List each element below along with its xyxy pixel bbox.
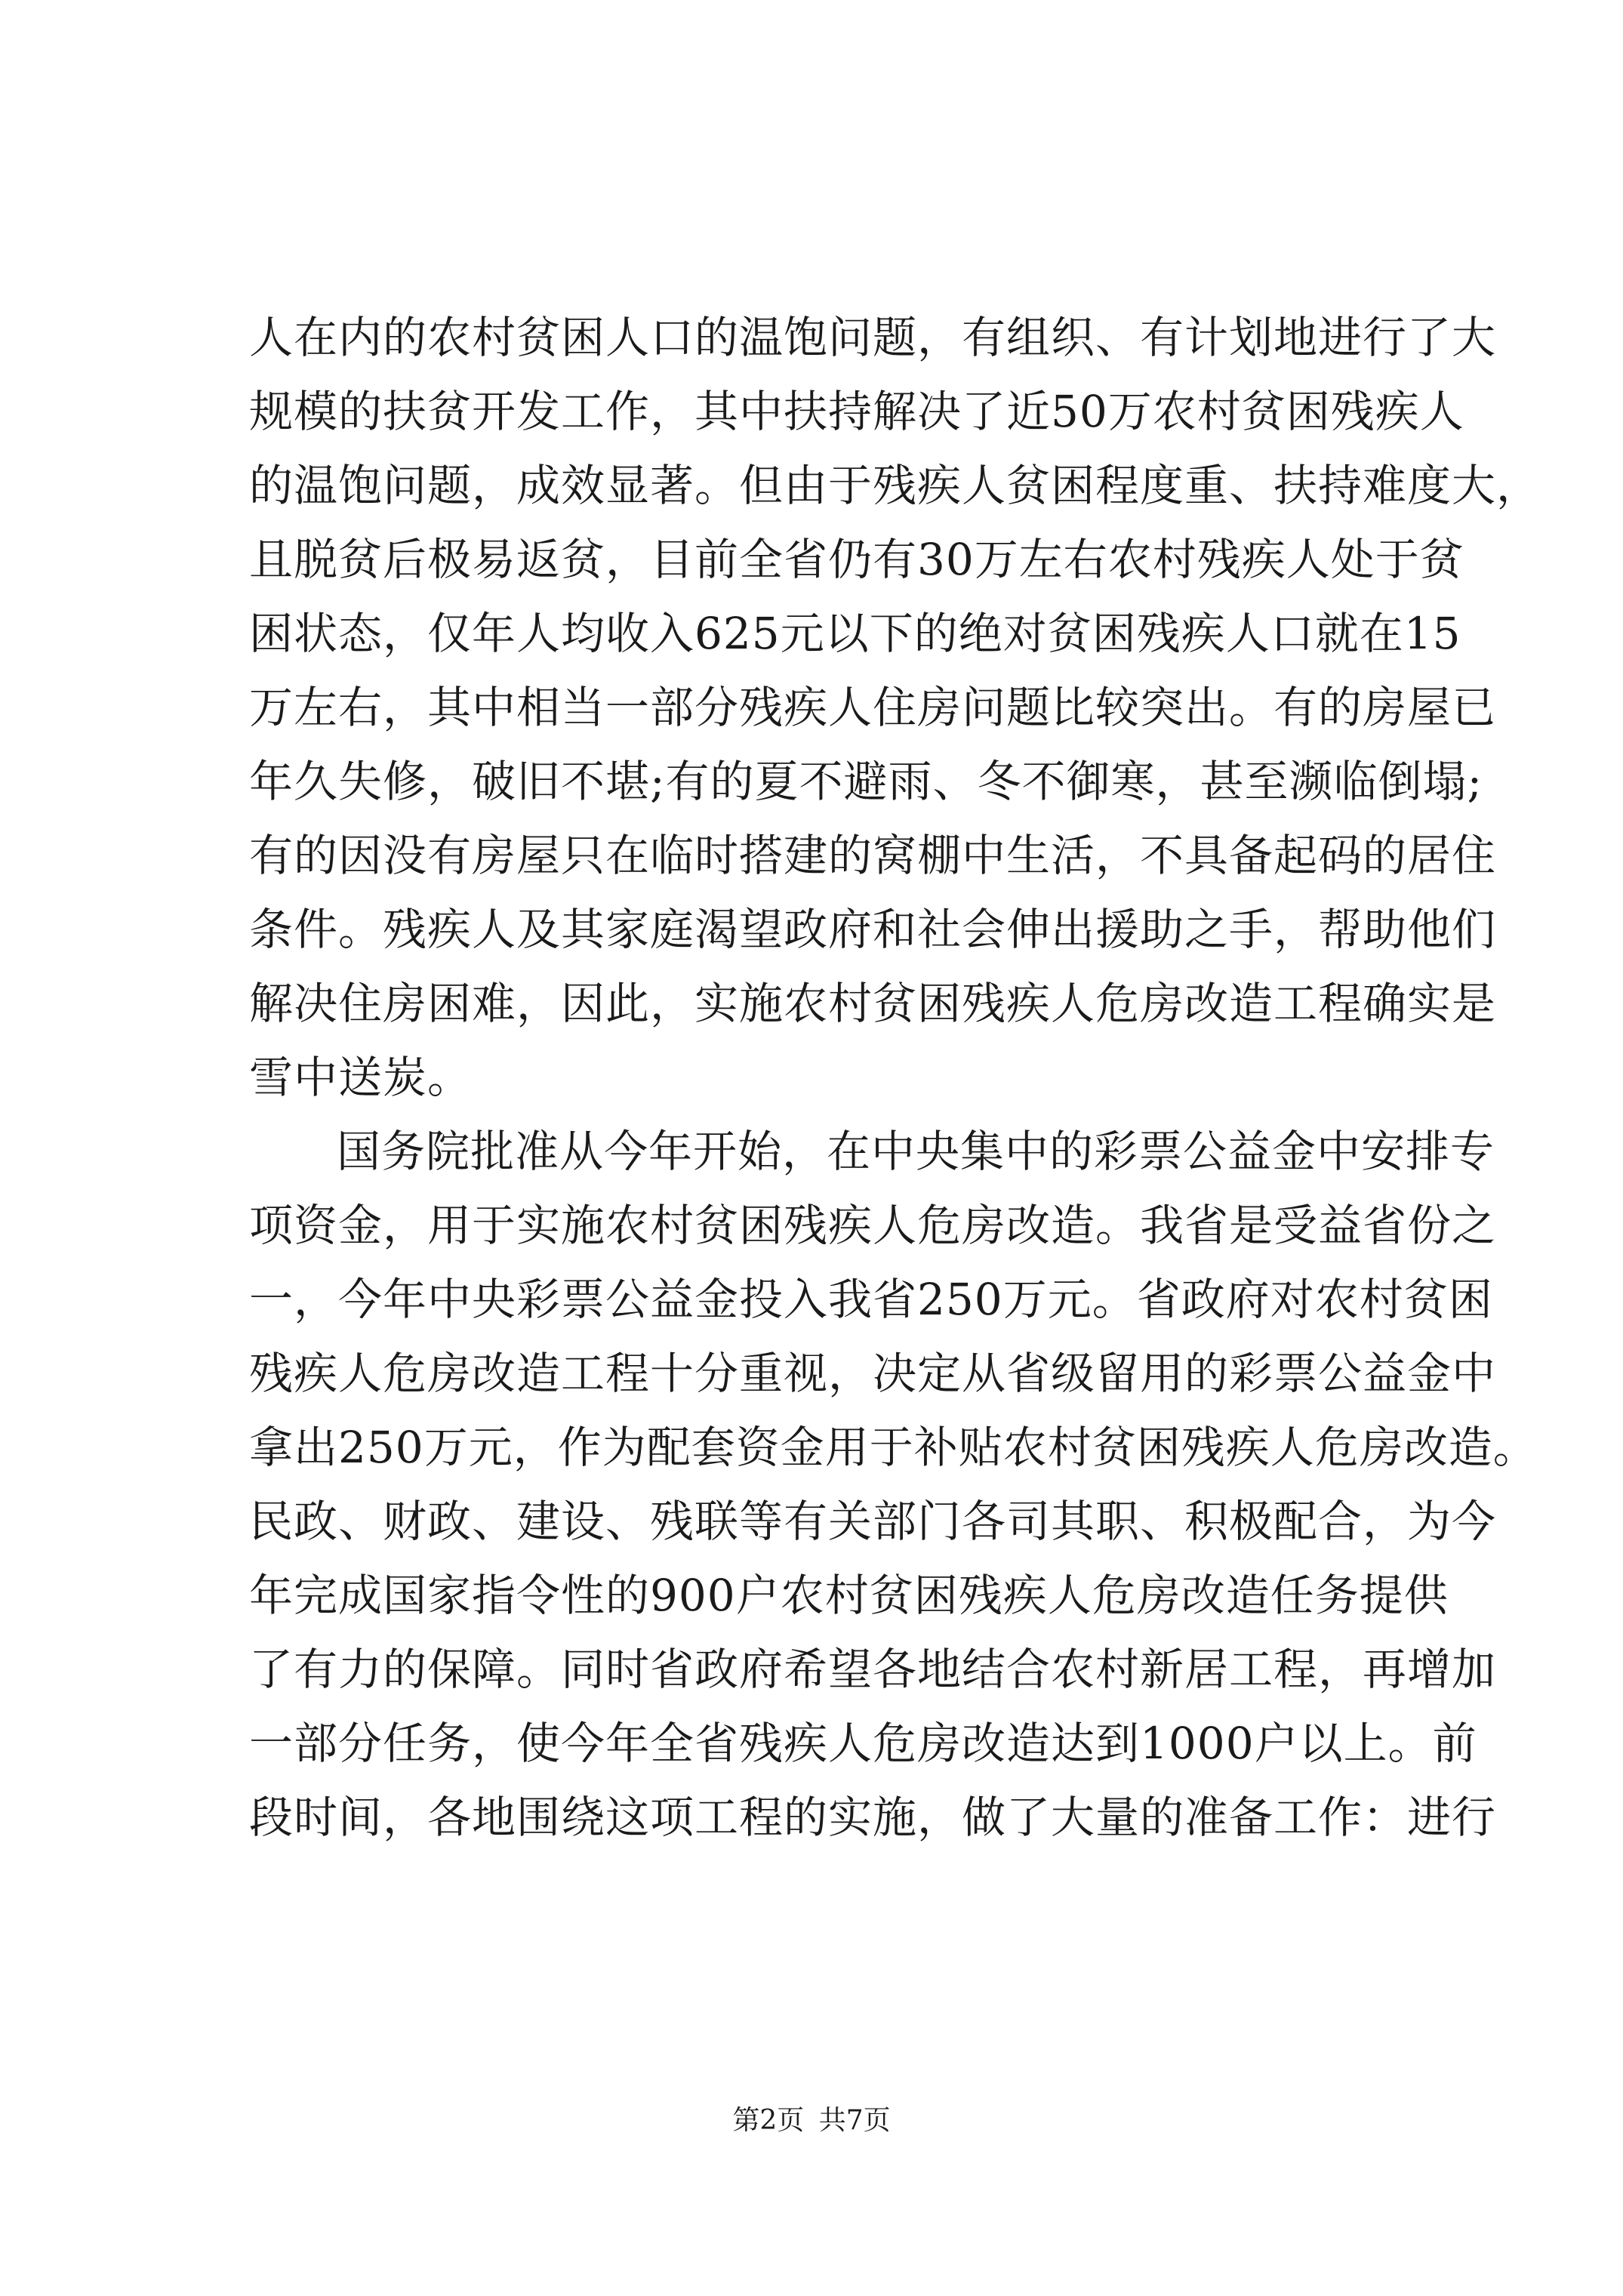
page-number: 第2页 — [732, 2105, 805, 2136]
text-line: 民政、财政、建设、残联等有关部门各司其职、积极配合，为今 — [249, 1496, 1497, 1547]
text-line: 解决住房困难，因此，实施农村贫困残疾人危房改造工程确实是 — [249, 978, 1497, 1029]
body-text — [249, 300, 1541, 1854]
text-line: 有的因没有房屋只在临时搭建的窝棚中生活，不具备起码的居住 — [249, 830, 1497, 881]
paragraph-2 — [249, 1114, 1538, 1854]
text-line: 了有力的保障。同时省政府希望各地结合农村新居工程，再增加 — [249, 1644, 1497, 1695]
text-line: 拿出250万元，作为配套资金用于补贴农村贫困残疾人危房改造。 — [249, 1422, 1538, 1473]
text-line: 残疾人危房改造工程十分重视，决定从省级留用的彩票公益金中 — [249, 1348, 1497, 1399]
page-footer — [0, 2103, 1623, 2139]
text-line: 国务院批准从今年开始，在中央集中的彩票公益金中安排专 — [337, 1126, 1495, 1177]
text-line: 一，今年中央彩票公益金投入我省250万元。省政府对农村贫困 — [249, 1274, 1493, 1325]
text-line: 一部分任务，使今年全省残疾人危房改造达到1000户以上。前 — [249, 1718, 1477, 1769]
text-line: 雪中送炭。 — [249, 1052, 473, 1103]
page-total: 共7页 — [818, 2105, 891, 2136]
text-line: 年久失修，破旧不堪;有的夏不避雨、冬不御寒，甚至濒临倒塌; — [249, 756, 1483, 807]
text-line: 规模的扶贫开发工作，其中扶持解决了近50万农村贫困残疾人 — [249, 386, 1464, 437]
text-line: 年完成国家指令性的900户农村贫困残疾人危房改造任务提供 — [249, 1570, 1449, 1621]
text-line: 困状态，仅年人均收入625元以下的绝对贫困残疾人口就在15 — [249, 608, 1461, 659]
text-line: 人在内的农村贫困人口的温饱问题，有组织、有计划地进行了大 — [249, 312, 1497, 363]
text-line: 万左右，其中相当一部分残疾人住房问题比较突出。有的房屋已 — [249, 682, 1497, 733]
paragraph-1 — [249, 300, 1541, 1114]
text-line: 条件。残疾人及其家庭渴望政府和社会伸出援助之手，帮助他们 — [249, 904, 1497, 955]
text-line: 项资金，用于实施农村贫困残疾人危房改造。我省是受益省份之 — [249, 1200, 1497, 1251]
text-line: 段时间，各地围绕这项工程的实施，做了大量的准备工作：进行 — [249, 1792, 1497, 1843]
text-line: 且脱贫后极易返贫，目前全省仍有30万左右农村残疾人处于贫 — [249, 534, 1464, 585]
text-line: 的温饱问题，成效显著。但由于残疾人贫困程度重、扶持难度大， — [249, 460, 1541, 511]
